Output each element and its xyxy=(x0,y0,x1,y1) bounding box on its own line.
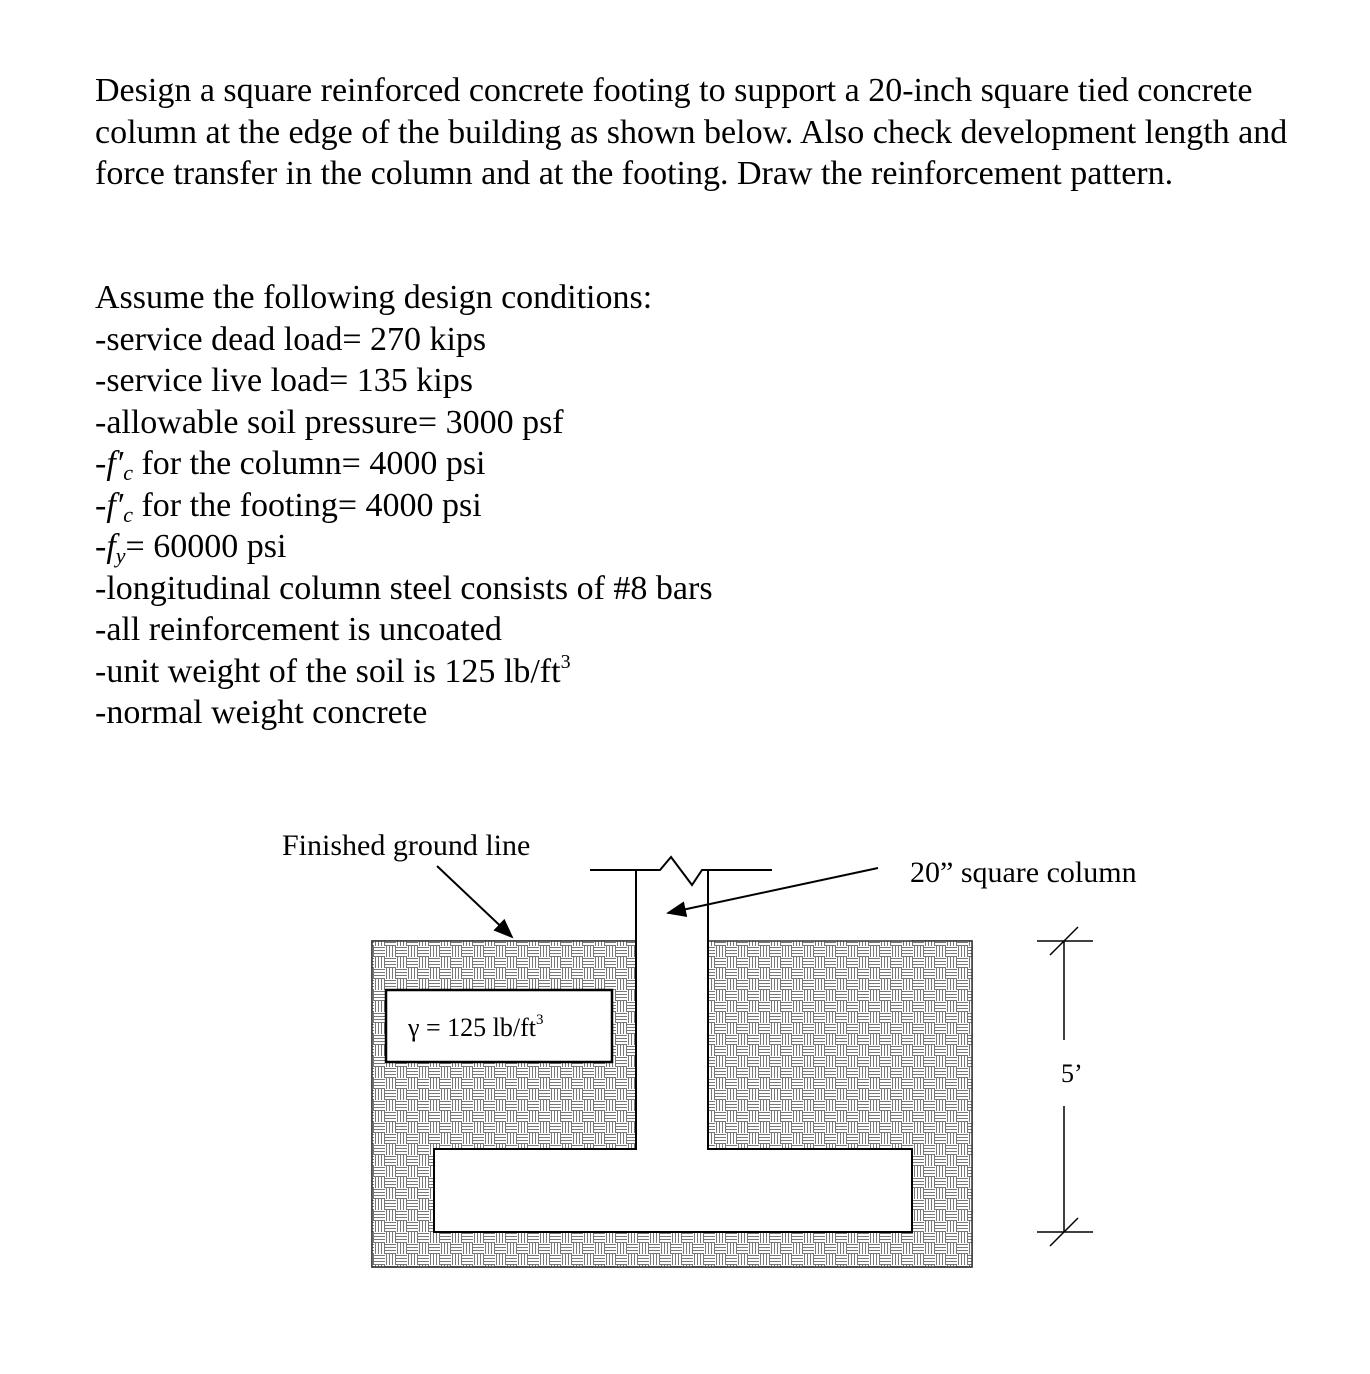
fc-column-text: for the column= 4000 psi xyxy=(132,445,486,482)
fy-sub: y xyxy=(115,543,126,568)
ground-line-label: Finished ground line xyxy=(282,829,531,862)
depth-label: 5’ xyxy=(1061,1059,1083,1088)
gamma-label xyxy=(407,1012,543,1042)
fc-column xyxy=(95,443,995,485)
problem-statement: Design a square reinforced concrete footing to support a 20-inch square tied concrete column at the edge of the building as shown below. Also check development length and force transfer in the column and at the footing. Draw the reinforcement pattern. xyxy=(95,72,1288,192)
live-load: -service live load= 135 kips xyxy=(95,362,473,399)
fc-column-symbol: f xyxy=(106,445,116,482)
fy xyxy=(95,526,995,568)
footing xyxy=(434,1149,912,1232)
gamma-sup: 3 xyxy=(535,1012,544,1028)
column-steel: -longitudinal column steel consists of #8 bars xyxy=(95,569,713,607)
gamma-text: γ = 125 lb/ft xyxy=(408,1013,536,1042)
fc-footing xyxy=(95,485,995,527)
fc-footing-prime: ′ xyxy=(115,486,124,524)
fc-column-prime: ′ xyxy=(115,445,124,482)
ground-arrow xyxy=(437,866,512,937)
fc-footing-sub: c xyxy=(123,501,133,527)
fc-column-dash: - xyxy=(95,445,107,482)
fc-footing-dash: - xyxy=(95,486,107,524)
soil-weight-sup: 3 xyxy=(560,650,571,673)
dead-load: -service dead load= 270 kips xyxy=(95,320,487,358)
soil-pressure: -allowable soil pressure= 3000 psf xyxy=(95,403,564,441)
soil-weight xyxy=(95,651,995,693)
reinforcement: -all reinforcement is uncoated xyxy=(95,611,502,648)
fy-symbol: f xyxy=(106,528,116,565)
soil-weight-text: -unit weight of the soil is 125 lb/ft xyxy=(95,652,561,690)
conditions-intro: Assume the following design conditions: xyxy=(95,279,653,316)
concrete: -normal weight concrete xyxy=(95,694,428,731)
fc-footing-text: for the footing= 4000 psi xyxy=(132,486,482,524)
fy-dash: - xyxy=(95,528,107,565)
footing-figure xyxy=(0,800,1370,1300)
fc-column-sub: c xyxy=(123,460,133,485)
design-conditions xyxy=(95,277,995,734)
fc-footing-symbol: f xyxy=(106,486,116,524)
fy-text: = 60000 psi xyxy=(125,528,287,565)
column-label: 20” square column xyxy=(910,856,1137,889)
